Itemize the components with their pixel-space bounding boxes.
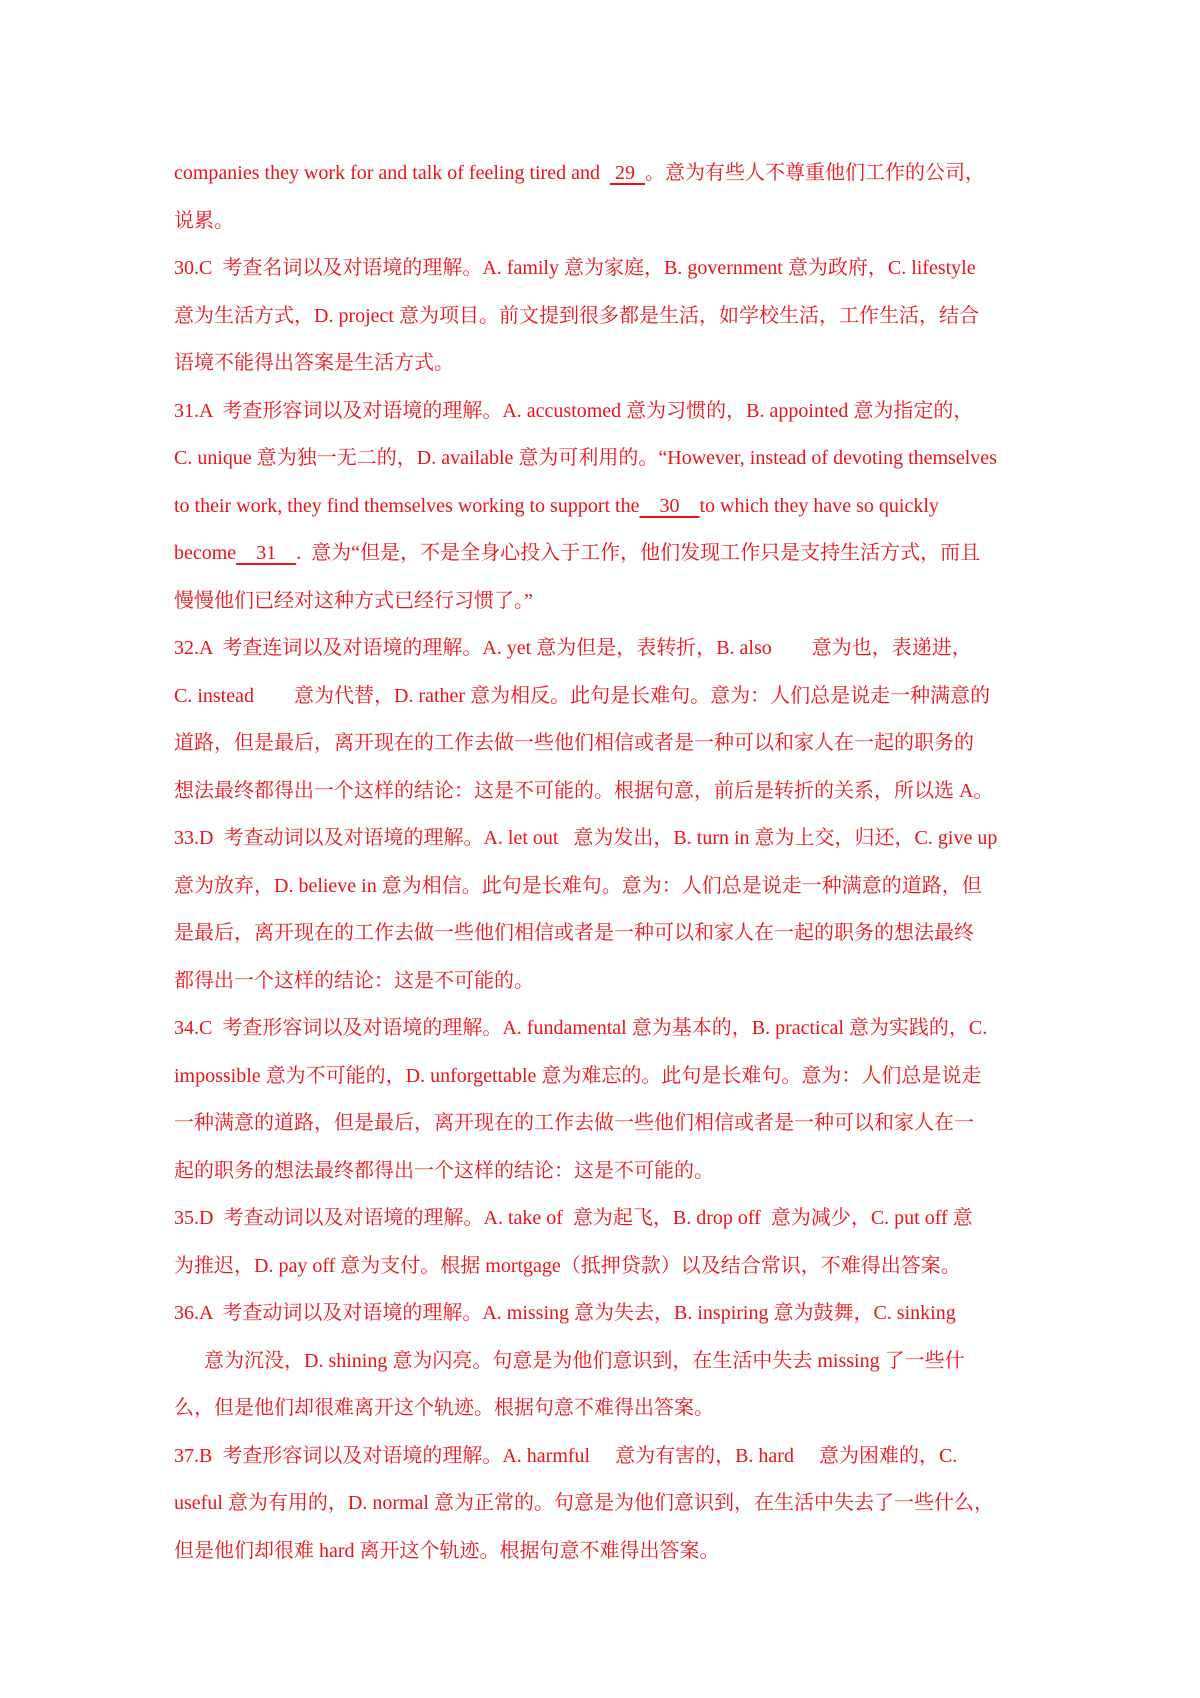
text-run: 么，但是他们却很难离开这个轨迹。根据句意不难得出答案。 bbox=[174, 1397, 714, 1419]
text-line bbox=[174, 1053, 1038, 1101]
text-run: 意为沉没，D. shining 意为闪亮。句意是为他们意识到，在生活中失去 missing 了一些什 bbox=[174, 1349, 965, 1372]
text-line bbox=[174, 1480, 1038, 1528]
text-run: 30.C 考查名词以及对语境的理解。A. family 意为家庭，B. government 意为政府，C. lifestyle bbox=[174, 257, 976, 279]
text-run: 意为放弃，D. believe in 意为相信。此句是长难句。意为：人们总是说走一种满意的道路，但 bbox=[174, 874, 982, 897]
text-line bbox=[174, 340, 1038, 388]
text-line bbox=[174, 1195, 1038, 1243]
text-line bbox=[174, 768, 1038, 816]
text-run: 想法最终都得出一个这样的结论：这是不可能的。根据句意，前后是转折的关系，所以选 A。 bbox=[174, 779, 994, 802]
text-line bbox=[174, 1385, 1038, 1433]
text-run: 一种满意的道路，但是最后，离开现在的工作去做一些他们相信或者是一种可以和家人在一 bbox=[174, 1112, 974, 1134]
text-run: 道路，但是最后，离开现在的工作去做一些他们相信或者是一种可以和家人在一起的职务的 bbox=[174, 732, 974, 754]
text-run: . 意为“但是，不是全身心投入于工作，他们发现工作只是支持生活方式，而且 bbox=[296, 542, 981, 564]
text-run: 是最后，离开现在的工作去做一些他们相信或者是一种可以和家人在一起的职务的想法最终 bbox=[174, 922, 974, 944]
text-line bbox=[174, 578, 1038, 626]
text-line bbox=[174, 863, 1038, 911]
text-line bbox=[174, 245, 1038, 293]
text-line bbox=[174, 625, 1038, 673]
text-run: companies they work for and talk of feeling tired and bbox=[174, 162, 610, 184]
text-line bbox=[174, 1005, 1038, 1053]
text-line bbox=[174, 150, 1038, 198]
text-run: 31.A 考查形容词以及对语境的理解。A. accustomed 意为习惯的，B. appointed 意为指定的， bbox=[174, 399, 974, 422]
text-run: C. unique 意为独一无二的，D. available 意为可利用的。“However, instead of devoting themselves bbox=[174, 447, 997, 469]
text-run: 语境不能得出答案是生活方式。 bbox=[174, 352, 454, 374]
text-line bbox=[174, 1148, 1038, 1196]
text-run: 37.B 考查形容词以及对语境的理解。A. harmful 意为有害的，B. hard 意为困难的，C. bbox=[174, 1444, 958, 1467]
text-run: 35.D 考查动词以及对语境的理解。A. take of 意为起飞，B. drop off 意为减少，C. put off 意 bbox=[174, 1207, 973, 1229]
text-line bbox=[174, 1100, 1038, 1148]
text-run: 36.A 考查动词以及对语境的理解。A. missing 意为失去，B. inspiring 意为鼓舞，C. sinking bbox=[174, 1302, 956, 1324]
text-run: 但是他们却很难 hard 离开这个轨迹。根据句意不难得出答案。 bbox=[174, 1539, 720, 1562]
text-run: 33.D 考查动词以及对语境的理解。A. let out 意为发出，B. turn in 意为上交，归还，C. give up bbox=[174, 827, 998, 849]
text-line bbox=[174, 435, 1038, 483]
text-line bbox=[174, 815, 1038, 863]
text-run: 为推迟，D. pay off 意为支付。根据 mortgage（抵押贷款）以及结合常识，不难得出答案。 bbox=[174, 1254, 961, 1277]
text-line bbox=[174, 673, 1038, 721]
text-run: to their work, they find themselves working to support the bbox=[174, 494, 640, 517]
answer-blank: 31 bbox=[236, 542, 297, 564]
text-run: impossible 意为不可能的，D. unforgettable 意为难忘的。此句是长难句。意为：人们总是说走 bbox=[174, 1064, 982, 1087]
text-run: to which they have so quickly bbox=[699, 494, 939, 517]
text-run: 意为生活方式，D. project 意为项目。前文提到很多都是生活，如学校生活，工作生活，结合 bbox=[174, 304, 979, 327]
text-line bbox=[174, 1290, 1038, 1338]
text-run: 起的职务的想法最终都得出一个这样的结论：这是不可能的。 bbox=[174, 1159, 714, 1182]
text-line bbox=[174, 198, 1038, 246]
text-run: 说累。 bbox=[174, 209, 234, 232]
text-line bbox=[174, 293, 1038, 341]
text-run: 32.A 考查连词以及对语境的理解。A. yet 意为但是，表转折，B. also 意为也，表递进， bbox=[174, 637, 972, 659]
text-run: 。意为有些人不尊重他们工作的公司， bbox=[644, 162, 985, 184]
text-line bbox=[174, 388, 1038, 436]
text-line bbox=[174, 1528, 1038, 1576]
text-line bbox=[174, 483, 1038, 531]
text-run: useful 意为有用的，D. normal 意为正常的。句意是为他们意识到，在生活中失去了一些什么， bbox=[174, 1492, 994, 1514]
text-run: 34.C 考查形容词以及对语境的理解。A. fundamental 意为基本的，B. practical 意为实践的，C. bbox=[174, 1017, 988, 1039]
text-run: become bbox=[174, 542, 237, 564]
text-line bbox=[174, 1243, 1038, 1291]
text-line bbox=[174, 958, 1038, 1006]
text-line bbox=[174, 720, 1038, 768]
text-line bbox=[174, 1338, 1038, 1386]
answer-blank: 30 bbox=[639, 494, 700, 517]
text-line bbox=[174, 910, 1038, 958]
text-line bbox=[174, 530, 1038, 578]
answer-blank: 29 bbox=[609, 162, 645, 184]
text-run: C. instead 意为代替，D. rather 意为相反。此句是长难句。意为：人们总是说走一种满意的 bbox=[174, 684, 991, 707]
text-line bbox=[174, 1433, 1038, 1481]
answer-explanations bbox=[174, 150, 1038, 1575]
text-run: 都得出一个这样的结论：这是不可能的。 bbox=[174, 969, 534, 992]
text-run: 慢慢他们已经对这种方式已经行习惯了。” bbox=[174, 589, 533, 612]
